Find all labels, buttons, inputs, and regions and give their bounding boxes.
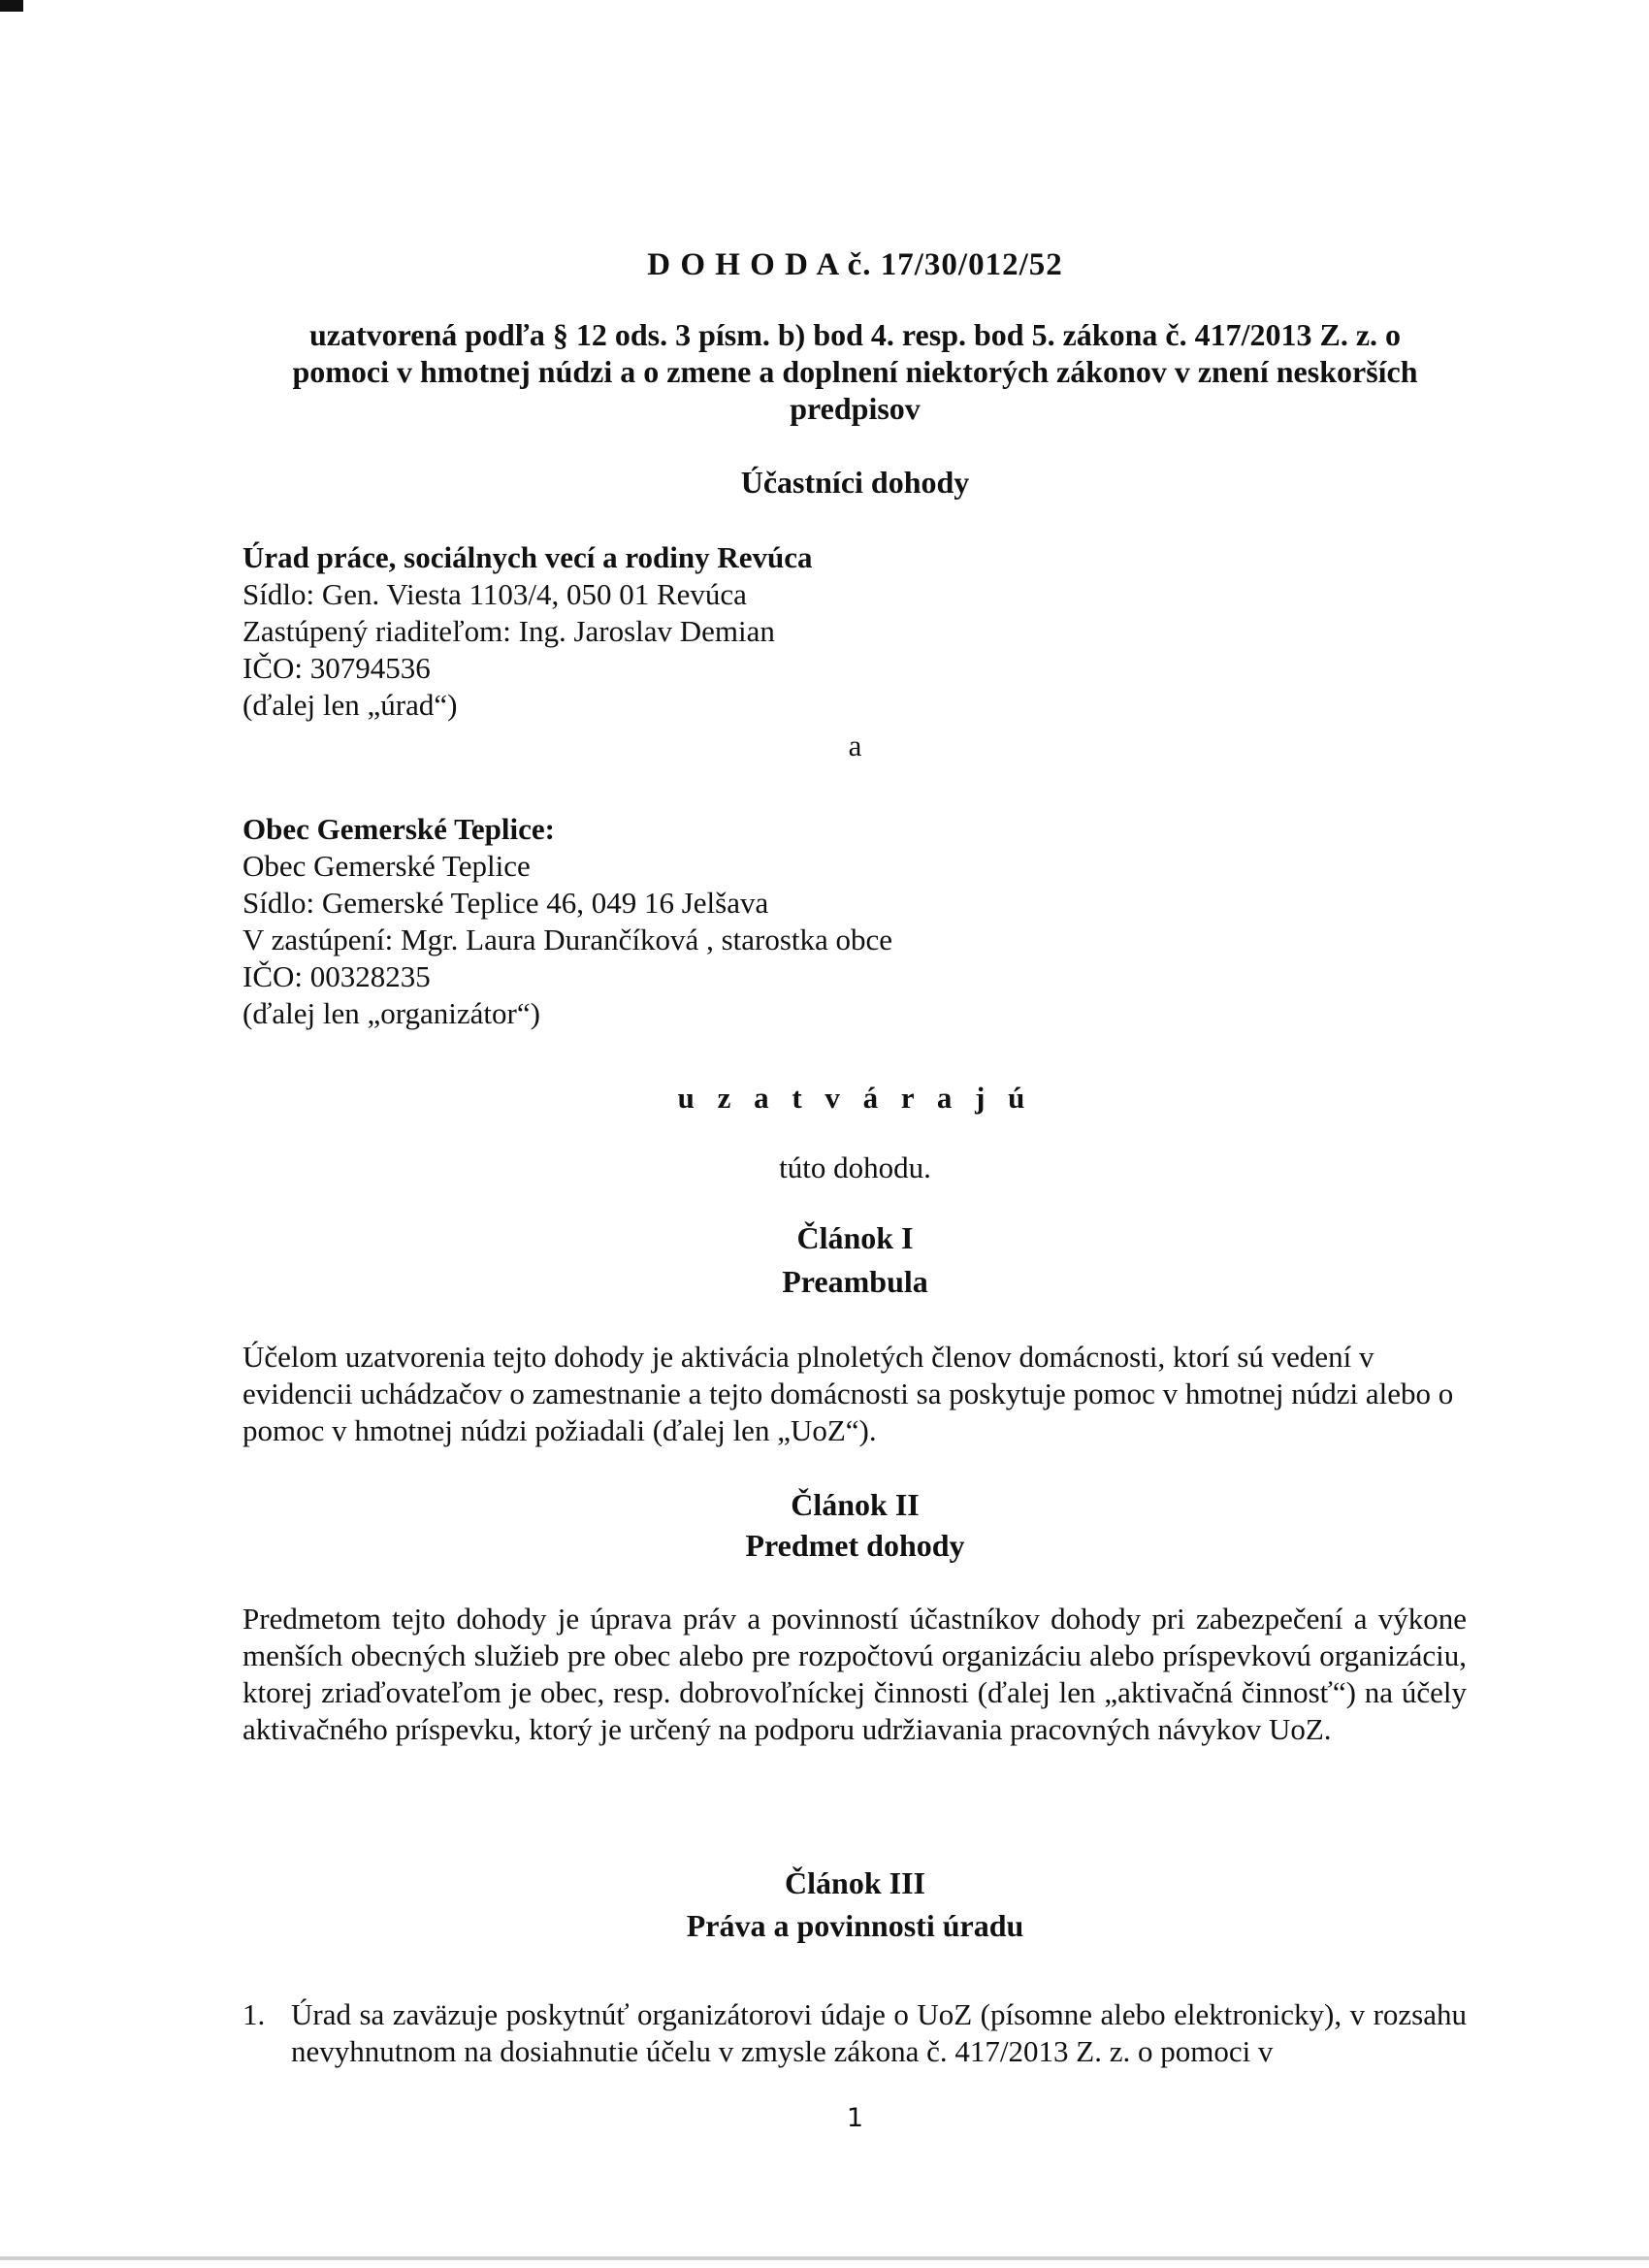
scan-corner-mark bbox=[0, 0, 23, 12]
article2-title: Predmet dohody bbox=[745, 1528, 965, 1563]
article3-heading: Článok III bbox=[785, 1865, 925, 1900]
article1-text: Účelom uzatvorenia tejto dohody je aktivácia plnoletých členov domácnosti, ktorí sú vedení v evidencii uchádzačov o zamestnanie a tejto domácnosti sa poskytuje pomoc v hmotnej núdzi alebo o pomoc v hmotnej núdzi požiadali (ďalej len „UoZ“). bbox=[242, 1340, 1454, 1447]
article2-heading: Článok II bbox=[791, 1487, 920, 1522]
conjunction: a bbox=[848, 729, 862, 762]
article2-text: Predmetom tejto dohody je úprava práv a povinností účastníkov dohody pri zabezpečení a výkone menších obecných služieb pre obec alebo pre rozpočtovú organizáciu alebo príspevkovú organizáciu, ktorej zriaďovateľom je obec, resp. dobrovoľníckej činnosti (ďalej len „aktivačná činnosť“) na účely aktivačného príspevku, ktorý je určený na podporu udržiavania pracovných návykov UoZ. bbox=[242, 1602, 1467, 1746]
scan-edge-line bbox=[0, 2256, 1649, 2260]
subtitle-line-1: uzatvorená podľa § 12 ods. 3 písm. b) bod 4. resp. bod 5. zákona č. 417/2013 Z. z. o bbox=[308, 317, 1402, 352]
party2-ico: IČO: 00328235 bbox=[242, 959, 431, 993]
party2-name: Obec Gemerské Teplice bbox=[242, 849, 531, 883]
party1-represented: Zastúpený riaditeľom: Ing. Jaroslav Demian bbox=[242, 614, 775, 648]
party2-represented: V zastúpení: Mgr. Laura Durančíková , starostka obce bbox=[242, 923, 893, 956]
document-title: D O H O D A č. 17/30/012/52 bbox=[647, 247, 1063, 282]
article1-heading: Článok I bbox=[796, 1220, 914, 1255]
party2-seat: Sídlo: Gemerské Teplice 46, 049 16 Jelšava bbox=[242, 886, 769, 920]
article3-title: Práva a povinnosti úradu bbox=[686, 1908, 1024, 1943]
party2-alias: (ďalej len „organizátor“) bbox=[242, 996, 540, 1030]
item-number: 1. bbox=[242, 1997, 266, 2031]
article1-title: Preambula bbox=[782, 1264, 928, 1299]
party1-alias: (ďalej len „úrad“) bbox=[242, 688, 458, 722]
party1-ico: IČO: 30794536 bbox=[242, 651, 431, 685]
party1-seat: Sídlo: Gen. Viesta 1103/4, 050 01 Revúca bbox=[242, 577, 747, 611]
party1-name: Úrad práce, sociálnych vecí a rodiny Revúca bbox=[242, 540, 813, 574]
party2-heading: Obec Gemerské Teplice: bbox=[242, 812, 555, 846]
conclude-label: u z a t v á r a j ú bbox=[677, 1081, 1033, 1115]
page-number: 1 bbox=[846, 2103, 864, 2133]
subtitle-line-2: pomoci v hmotnej núdzi a o zmene a doplnení niektorých zákonov v znení neskorších bbox=[292, 354, 1418, 389]
this-agreement-text: túto dohodu. bbox=[779, 1150, 931, 1184]
subtitle-line-3: predpisov bbox=[790, 391, 921, 426]
participants-heading: Účastníci dohody bbox=[740, 465, 970, 500]
item-text: Úrad sa zaväzuje poskytnúť organizátorovi údaje o UoZ (písomne alebo elektronicky), v rozsahu nevyhnutnom na dosiahnutie účelu v zmysle zákona č. 417/2013 Z. z. o pomoci v bbox=[291, 1997, 1467, 2068]
